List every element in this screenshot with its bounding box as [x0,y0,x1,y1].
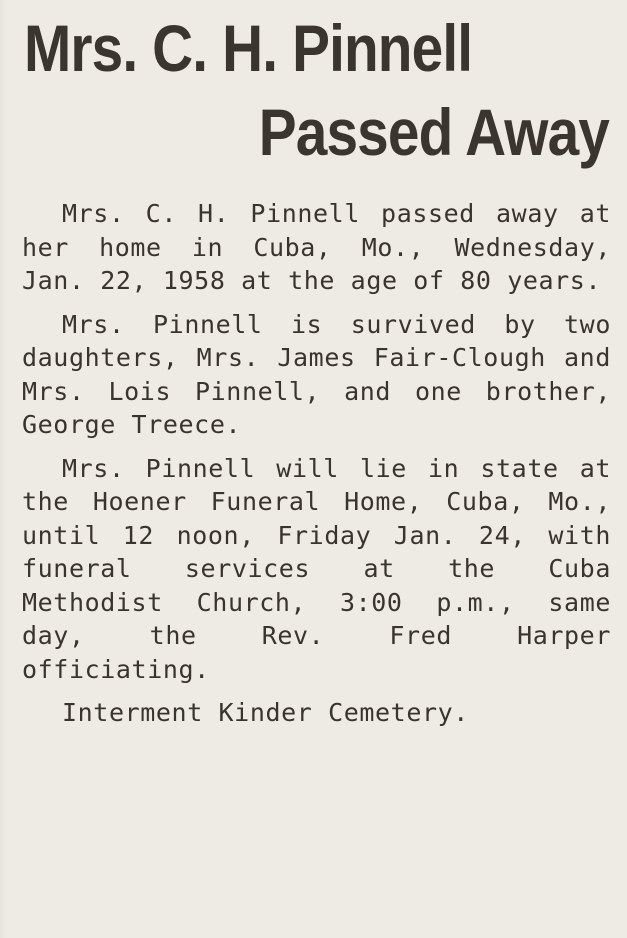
article-paragraph: Mrs. Pinnell will lie in state at the Hoener Funeral Home, Cuba, Mo., until 12 noon, Friday Jan. 24, with funeral services at the Cuba Methodist Church, 3:00 p.m., same day, the Rev. Fred Harper officiating. [22,453,611,684]
article-body [22,197,611,730]
headline-line-1: Mrs. C. H. Pinnell [24,11,473,85]
clipping-edge [0,0,6,938]
article-paragraph: Interment Kinder Cemetery. [62,698,469,727]
headline-line-2: Passed Away [258,95,609,169]
article-paragraph: Mrs. C. H. Pinnell passed away at her home in Cuba, Mo., Wednesday, Jan. 22, 1958 at the age of 80 years. [22,199,611,295]
article-paragraph: Mrs. Pinnell is survived by two daughters, Mrs. James Fair-Clough and Mrs. Lois Pinnell, and one brother, George Treece. [22,309,611,439]
